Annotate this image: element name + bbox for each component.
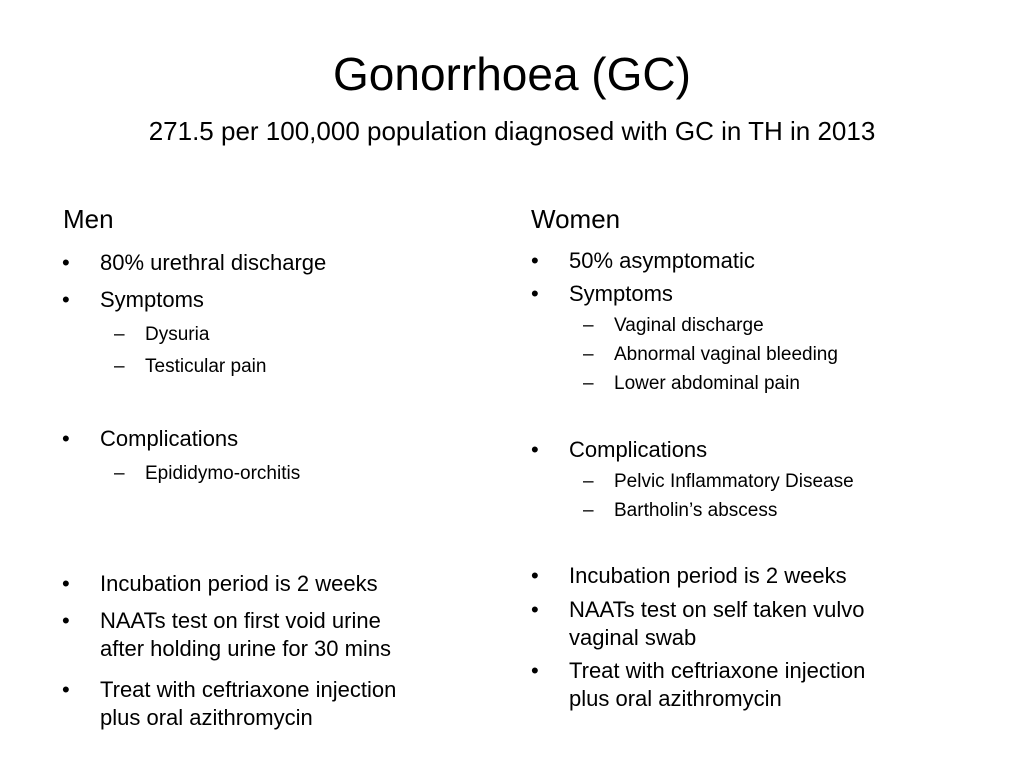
dash-marker: – — [583, 315, 594, 336]
bullet-text: Symptoms — [100, 287, 204, 312]
bullet-text-cont: plus oral azithromycin — [569, 686, 782, 711]
men-bullet-discharge — [62, 249, 327, 277]
dash-marker: – — [114, 356, 125, 377]
bullet-marker: • — [62, 287, 70, 312]
men-bullet-complications — [62, 425, 239, 453]
bullet-marker: • — [62, 571, 70, 596]
dash-marker: – — [114, 324, 125, 345]
bullet-marker: • — [531, 281, 539, 306]
bullet-text: NAATs test on first void urine — [100, 608, 381, 633]
sub-text: Vaginal discharge — [614, 315, 764, 336]
sub-text: Dysuria — [145, 324, 210, 345]
men-bullet-incubation — [62, 570, 378, 598]
men-bullet-treat — [62, 676, 397, 732]
women-bullet-complications — [531, 436, 708, 464]
women-sub-bartholin — [583, 499, 778, 523]
bullet-text: 80% urethral discharge — [100, 250, 327, 275]
women-heading: Women — [531, 204, 621, 234]
bullet-marker: • — [531, 597, 539, 622]
women-bullet-incubation — [531, 562, 847, 590]
bullet-marker: • — [62, 677, 70, 702]
bullet-text-cont: vaginal swab — [569, 625, 697, 650]
dash-marker: – — [583, 471, 594, 492]
women-bullet-naats — [531, 596, 865, 652]
bullet-text: NAATs test on self taken vulvo — [569, 597, 865, 622]
bullet-text-cont: plus oral azithromycin — [100, 705, 313, 730]
bullet-marker: • — [62, 250, 70, 275]
sub-text: Pelvic Inflammatory Disease — [614, 471, 854, 492]
men-heading: Men — [63, 204, 114, 234]
men-bullet-naats — [62, 607, 392, 663]
men-bullet-symptoms — [62, 286, 204, 314]
bullet-marker: • — [531, 248, 539, 273]
bullet-text: 50% asymptomatic — [569, 248, 755, 273]
bullet-text: Complications — [100, 426, 239, 451]
bullet-text: Incubation period is 2 weeks — [569, 563, 847, 588]
slide-title: Gonorrhoea (GC) — [333, 48, 691, 100]
sub-text: Testicular pain — [145, 356, 267, 377]
bullet-text: Complications — [569, 437, 708, 462]
men-sub-dysuria — [114, 323, 210, 347]
bullet-marker: • — [531, 437, 539, 462]
women-sub-abnormal-bleeding — [583, 343, 838, 367]
sub-text: Abnormal vaginal bleeding — [614, 344, 838, 365]
dash-marker: – — [583, 344, 594, 365]
bullet-text: Treat with ceftriaxone injection — [569, 658, 866, 683]
bullet-text: Treat with ceftriaxone injection — [100, 677, 397, 702]
men-sub-testicular — [114, 355, 267, 379]
women-sub-abdominal-pain — [583, 372, 800, 396]
men-sub-epididymo — [114, 462, 301, 486]
bullet-text: Incubation period is 2 weeks — [100, 571, 378, 596]
sub-text: Bartholin’s abscess — [614, 500, 778, 521]
sub-text: Lower abdominal pain — [614, 373, 800, 394]
women-bullet-treat — [531, 657, 866, 713]
bullet-marker: • — [62, 608, 70, 633]
dash-marker: – — [583, 500, 594, 521]
bullet-text: Symptoms — [569, 281, 673, 306]
bullet-text-cont: after holding urine for 30 mins — [100, 636, 392, 661]
bullet-marker: • — [531, 563, 539, 588]
bullet-marker: • — [62, 426, 70, 451]
bullet-marker: • — [531, 658, 539, 683]
women-sub-vaginal-discharge — [583, 314, 764, 338]
dash-marker: – — [583, 373, 594, 394]
women-bullet-asymptomatic — [531, 247, 755, 275]
women-bullet-symptoms — [531, 280, 673, 308]
women-sub-pid — [583, 470, 854, 494]
dash-marker: – — [114, 463, 125, 484]
slide-subtitle: 271.5 per 100,000 population diagnosed with GC in TH in 2013 — [148, 116, 876, 146]
sub-text: Epididymo-orchitis — [145, 463, 301, 484]
